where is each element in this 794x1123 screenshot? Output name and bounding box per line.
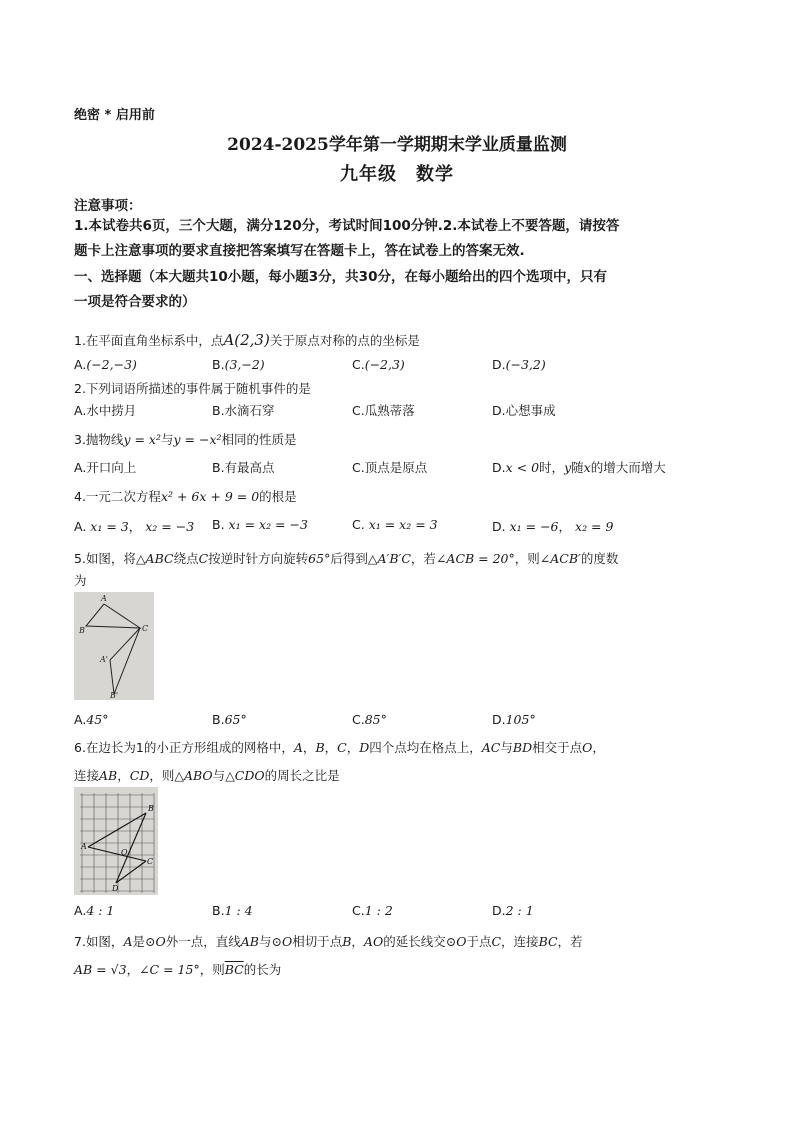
inline-text: x₁ = x₂ = 3 <box>368 517 438 532</box>
inline-text: ，若 <box>557 934 583 949</box>
inline-text: 外一点，直线 <box>165 934 241 949</box>
inline-text: BC <box>538 934 558 949</box>
inline-text: 65° <box>224 712 247 727</box>
inline-text: ， <box>558 519 572 534</box>
inline-text: △A′B′C <box>367 551 411 566</box>
inline-text: ，则 <box>149 768 175 783</box>
q1-text-a: 1.在平面直角坐标系中，点 <box>74 333 224 348</box>
inline-text: 45° <box>86 712 109 727</box>
inline-text: ，连接 <box>501 934 539 949</box>
inline-text: 5.如图，将 <box>74 551 136 566</box>
q5-option-d <box>492 712 536 727</box>
inline-text: ， <box>117 768 130 783</box>
label-d: D <box>112 884 119 893</box>
inline-text: 的长为 <box>243 962 282 977</box>
inline-text: 与 <box>160 432 174 447</box>
inline-text: 的根是 <box>259 489 297 504</box>
inline-text: ，若 <box>410 551 436 566</box>
confidential-label: 绝密 * 启用前 <box>74 108 155 123</box>
inline-text: AC <box>481 740 501 755</box>
inline-text: 与 <box>500 740 513 755</box>
label-c: C <box>147 857 154 866</box>
inline-text: x < 0 <box>505 460 540 475</box>
q6-option-a <box>74 903 114 918</box>
inline-text: 的增大而增大 <box>590 460 666 475</box>
inline-text: 后得到 <box>330 551 368 566</box>
inline-text: ， <box>128 519 142 534</box>
inline-text: ， <box>592 740 605 755</box>
inline-text: (−2,3) <box>364 357 405 372</box>
q1-option-c <box>352 357 405 372</box>
question-6-stem <box>74 738 605 756</box>
inline-text: B. <box>212 712 225 727</box>
q4-option-c <box>352 517 438 532</box>
inline-text: 85° <box>364 712 387 727</box>
inline-text: ∠ACB = 20° <box>435 551 515 566</box>
inline-text: 于点 <box>466 934 492 949</box>
inline-text: 1 : 2 <box>364 903 393 918</box>
q3-option-d <box>492 458 666 476</box>
question-1-stem <box>74 331 420 349</box>
inline-text: B <box>315 740 325 755</box>
q6-option-c <box>352 903 393 918</box>
inline-text: 6.在边长为1的小正方形组成的网格中， <box>74 740 294 755</box>
inline-text: 3.抛物线 <box>74 432 124 447</box>
inline-text: D. <box>492 460 506 475</box>
segment-ac <box>88 847 146 861</box>
inline-text: 时， <box>539 460 565 475</box>
inline-text: A. <box>74 903 87 918</box>
inline-text: ⊙O <box>144 934 166 949</box>
inline-text: C. <box>352 357 365 372</box>
q2-option-d: D.心想事成 <box>492 403 556 418</box>
inline-text: A. <box>74 519 87 534</box>
inline-text: 绕点 <box>173 551 199 566</box>
triangle-abc <box>86 604 140 628</box>
inline-text: AB <box>240 934 259 949</box>
label-b: B <box>148 804 154 813</box>
inline-text: AO <box>363 934 384 949</box>
inline-text: 与 <box>258 934 272 949</box>
inline-text: A. <box>74 712 87 727</box>
inline-text: 4 : 1 <box>86 903 115 918</box>
inline-text: B. <box>212 903 225 918</box>
inline-text: x² + 6x + 9 = 0 <box>160 489 260 504</box>
inline-text: AB = √3 <box>74 962 127 977</box>
inline-text: 四个点均在格点上， <box>369 740 482 755</box>
inline-text: 1 : 4 <box>224 903 253 918</box>
q3-option-c: C.顶点是原点 <box>352 460 428 475</box>
inline-text: ⊙O <box>271 934 293 949</box>
inline-text: 的延长线交 <box>383 934 446 949</box>
q6-grid-figure <box>74 787 158 895</box>
inline-text: C. <box>352 712 365 727</box>
inline-text: △ABO <box>174 768 213 783</box>
inline-text: y <box>564 460 572 475</box>
inline-text: ， <box>324 740 338 755</box>
inline-text: 65° <box>308 551 331 566</box>
question-2-stem: 2.下列词语所描述的事件属于随机事件的是 <box>74 381 311 396</box>
q5-option-a <box>74 712 108 727</box>
inline-text: A. <box>74 357 87 372</box>
exam-subtitle: 九年级 数学 <box>340 164 454 185</box>
q5-figure <box>74 592 154 700</box>
q2-option-b: B.水滴石穿 <box>212 403 275 418</box>
notice-line-1: 1.本试卷共6页，三个大题，满分120分，考试时间100分钟.2.本试卷上不要答题，请按答 <box>74 218 620 234</box>
inline-text: A <box>293 740 303 755</box>
inline-text: D. <box>492 903 506 918</box>
inline-text: x₁ = 3 <box>90 519 129 534</box>
inline-text: C <box>337 740 347 755</box>
inline-text: △CDO <box>225 768 265 783</box>
q1-option-b <box>212 357 265 372</box>
inline-text: (−3,2) <box>505 357 546 372</box>
q2-option-a: A.水中捞月 <box>74 403 137 418</box>
inline-text: O <box>582 740 593 755</box>
section-heading-line-2: 一项是符合要求的） <box>74 294 196 310</box>
inline-text: ∠ACB′ <box>539 551 581 566</box>
q1-text-b: 关于原点对称的点的坐标是 <box>269 333 420 348</box>
inline-text: ， <box>346 740 360 755</box>
inline-text: (−2,−3) <box>86 357 137 372</box>
question-6-stem-cont <box>74 766 340 784</box>
inline-text: AB <box>99 768 118 783</box>
inline-text: ，则 <box>199 962 225 977</box>
section-heading-line-1: 一、选择题（本大题共10小题，每小题3分，共30分，在每小题给出的四个选项中，只有 <box>74 269 607 285</box>
inline-text: y = x² <box>123 432 161 447</box>
inline-text: 是 <box>132 934 145 949</box>
question-7-stem <box>74 932 583 950</box>
inline-text: 4.一元二次方程 <box>74 489 161 504</box>
q1-option-d <box>492 357 546 372</box>
inline-text: D <box>359 740 370 755</box>
label-o: O <box>121 848 128 857</box>
inline-text: C. <box>352 903 365 918</box>
q5-option-b <box>212 712 247 727</box>
q6-option-d <box>492 903 534 918</box>
inline-text: BD <box>512 740 533 755</box>
inline-text: D. <box>492 357 506 372</box>
inline-text: 7.如图， <box>74 934 124 949</box>
notice-heading: 注意事项： <box>74 198 142 214</box>
q1-point: A(2,3) <box>223 331 270 349</box>
inline-text: CD <box>129 768 150 783</box>
question-5-stem <box>74 549 618 567</box>
inline-text: △ABC <box>135 551 174 566</box>
notice-line-2: 题卡上注意事项的要求直接把答案填写在答题卡上，答在试卷上的答案无效. <box>74 243 525 259</box>
inline-text: 随 <box>571 460 584 475</box>
q6-option-b <box>212 903 253 918</box>
inline-text: 105° <box>505 712 536 727</box>
inline-text: 连接 <box>74 768 100 783</box>
inline-text: A <box>123 934 133 949</box>
triangle-a-b-c <box>110 628 140 694</box>
inline-text: x₁ = −6 <box>509 519 559 534</box>
inline-text: ，则 <box>514 551 540 566</box>
label-a: A <box>81 842 87 851</box>
inline-text: 相切于点 <box>292 934 343 949</box>
inline-text: x₁ = x₂ = −3 <box>228 517 308 532</box>
arc-bc: $\overline{BC}$ <box>224 962 244 977</box>
inline-text: C <box>198 551 209 566</box>
inline-text: B <box>342 934 352 949</box>
question-3-stem <box>74 430 297 448</box>
label-a: A <box>101 594 107 603</box>
q3-option-b: B.有最高点 <box>212 460 275 475</box>
inline-text: 相同的性质是 <box>221 432 297 447</box>
inline-text: 相交于点 <box>532 740 583 755</box>
label-c: C <box>142 624 149 633</box>
inline-text: 与 <box>212 768 226 783</box>
question-5-stem-cont: 为 <box>74 573 87 588</box>
inline-text: y = −x² <box>173 432 222 447</box>
q1-option-a <box>74 357 137 372</box>
inline-text: x₂ = −3 <box>145 519 195 534</box>
label-b: B <box>79 626 85 635</box>
inline-text: x <box>583 460 591 475</box>
inline-text: ⊙O <box>445 934 467 949</box>
q3-option-a: A.开口向上 <box>74 460 137 475</box>
label-b-prime: B' <box>110 691 119 700</box>
inline-text: ∠C = 15° <box>139 962 200 977</box>
q5-option-c <box>352 712 387 727</box>
inline-text: 按逆时针方向旋转 <box>208 551 309 566</box>
exam-title: 2024-2025学年第一学期期末学业质量监测 <box>227 135 567 155</box>
inline-text: ， <box>126 962 140 977</box>
inline-text: D. <box>492 712 506 727</box>
question-4-stem <box>74 487 297 505</box>
inline-text: C. <box>352 517 365 532</box>
q2-option-c: C.瓜熟蒂落 <box>352 403 415 418</box>
segment-ab <box>88 813 146 847</box>
grid-lines <box>80 793 154 893</box>
q4-option-a <box>74 517 194 535</box>
inline-text: ， <box>351 934 364 949</box>
inline-text: B. <box>212 357 225 372</box>
inline-text: C <box>491 934 502 949</box>
question-7-stem-cont <box>74 960 281 978</box>
inline-text: 2 : 1 <box>505 903 534 918</box>
q4-option-d <box>492 517 613 535</box>
inline-text: D. <box>492 519 506 534</box>
inline-text: B. <box>212 517 225 532</box>
inline-text: (3,−2) <box>224 357 265 372</box>
inline-text: ， <box>302 740 316 755</box>
inline-text: x₂ = 9 <box>575 519 614 534</box>
label-a-prime: A' <box>100 655 108 664</box>
q4-option-b <box>212 517 308 532</box>
inline-text: 的周长之比是 <box>264 768 340 783</box>
inline-text: 的度数 <box>580 551 619 566</box>
